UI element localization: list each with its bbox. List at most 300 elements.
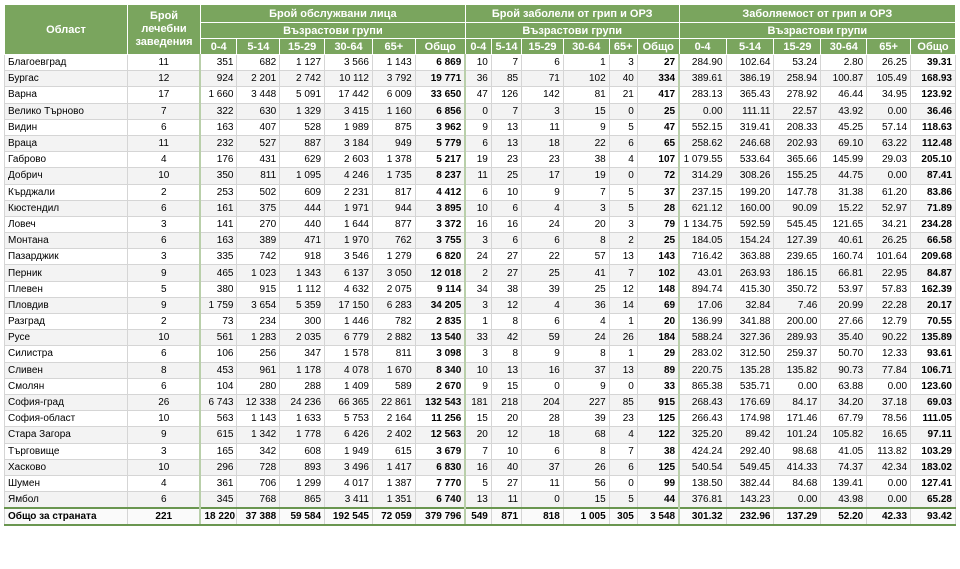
sick-value: 142 (522, 87, 564, 103)
served-age-col-header: 30-64 (325, 39, 373, 55)
sick-value: 89 (637, 362, 679, 378)
served-value: 1 127 (280, 55, 325, 71)
sick-value: 13 (491, 362, 521, 378)
sick-value: 8 (491, 346, 521, 362)
sick-value: 16 (491, 216, 521, 232)
served-value: 3 050 (372, 265, 415, 281)
sick-value: 47 (465, 87, 491, 103)
rate-value: 127.39 (774, 233, 821, 249)
rate-value: 34.21 (867, 216, 911, 232)
served-value: 6 137 (325, 265, 373, 281)
sick-value: 40 (609, 71, 637, 87)
region-name: Монтана (5, 233, 128, 249)
sick-value: 25 (522, 265, 564, 281)
rate-value: 268.43 (679, 394, 726, 410)
rate-value: 26.25 (867, 55, 911, 71)
rate-value: 266.43 (679, 411, 726, 427)
served-value: 1 343 (280, 265, 325, 281)
sick-value: 37 (637, 184, 679, 200)
served-value: 8 340 (415, 362, 465, 378)
rate-value: 289.93 (774, 330, 821, 346)
sick-value: 10 (491, 184, 521, 200)
served-value: 2 742 (280, 71, 325, 87)
served-value: 17 442 (325, 87, 373, 103)
served-value: 944 (372, 200, 415, 216)
rate-value: 283.02 (679, 346, 726, 362)
sick-value: 56 (563, 475, 609, 491)
sick-value: 7 (491, 55, 521, 71)
sick-group-header: Брой заболели от грип и ОРЗ (465, 5, 679, 23)
rate-age-col-header: 65+ (867, 39, 911, 55)
rate-value: 535.71 (726, 378, 774, 394)
served-value: 875 (372, 119, 415, 135)
served-value: 3 755 (415, 233, 465, 249)
served-value: 6 856 (415, 103, 465, 119)
served-value: 37 388 (237, 508, 280, 525)
rate-value: 44.75 (821, 168, 867, 184)
facilities-count: 9 (128, 297, 201, 313)
sick-value: 6 (465, 135, 491, 151)
rate-value: 292.40 (726, 443, 774, 459)
table-footer (5, 508, 956, 525)
served-value: 192 545 (325, 508, 373, 525)
sick-value: 25 (637, 103, 679, 119)
rate-value: 1 134.75 (679, 216, 726, 232)
sick-value: 39 (563, 411, 609, 427)
region-name: Общо за страната (5, 508, 128, 525)
sick-value: 59 (522, 330, 564, 346)
table-row (5, 362, 956, 378)
rate-value: 0.00 (774, 492, 821, 509)
sick-value: 38 (637, 443, 679, 459)
rate-value: 42.33 (867, 508, 911, 525)
sick-age-col-header: 5-14 (491, 39, 521, 55)
table-row (5, 184, 956, 200)
rate-value: 39.31 (911, 55, 956, 71)
sick-value: 72 (637, 168, 679, 184)
rate-value: 84.68 (774, 475, 821, 491)
served-value: 2 164 (372, 411, 415, 427)
region-name: София-град (5, 394, 128, 410)
rate-value: 205.10 (911, 152, 956, 168)
sick-value: 5 (609, 119, 637, 135)
served-value: 6 830 (415, 459, 465, 475)
table-row (5, 330, 956, 346)
served-value: 2 035 (280, 330, 325, 346)
rate-value: 0.00 (774, 378, 821, 394)
served-value: 1 446 (325, 314, 373, 330)
sick-value: 13 (465, 492, 491, 509)
table-row (5, 459, 956, 475)
rate-value: 127.41 (911, 475, 956, 491)
sick-value: 12 (491, 297, 521, 313)
rate-value: 588.24 (679, 330, 726, 346)
sick-value: 204 (522, 394, 564, 410)
table-row (5, 216, 956, 232)
served-value: 453 (200, 362, 236, 378)
rate-value: 20.99 (821, 297, 867, 313)
sick-value: 27 (491, 475, 521, 491)
region-name: Враца (5, 135, 128, 151)
sick-value: 3 548 (637, 508, 679, 525)
table-header (5, 5, 956, 55)
sick-value: 8 (563, 233, 609, 249)
sick-value: 5 (609, 492, 637, 509)
rate-value: 278.92 (774, 87, 821, 103)
sick-value: 26 (609, 330, 637, 346)
rate-value: 105.49 (867, 71, 911, 87)
rate-value: 50.70 (821, 346, 867, 362)
rate-value: 65.28 (911, 492, 956, 509)
sick-value: 36 (563, 297, 609, 313)
served-value: 3 448 (237, 87, 280, 103)
served-value: 270 (237, 216, 280, 232)
rate-value: 314.29 (679, 168, 726, 184)
rate-value: 90.09 (774, 200, 821, 216)
served-value: 782 (372, 314, 415, 330)
total-row (5, 508, 956, 525)
served-value: 1 989 (325, 119, 373, 135)
rate-value: 139.41 (821, 475, 867, 491)
sick-value: 6 (491, 233, 521, 249)
sick-value: 122 (637, 427, 679, 443)
served-value: 361 (200, 475, 236, 491)
table-row (5, 443, 956, 459)
rate-value: 90.22 (867, 330, 911, 346)
served-value: 253 (200, 184, 236, 200)
sick-value: 10 (465, 362, 491, 378)
served-value: 4 632 (325, 281, 373, 297)
served-value: 234 (237, 314, 280, 330)
served-value: 8 237 (415, 168, 465, 184)
sick-value: 27 (491, 265, 521, 281)
sick-value: 11 (465, 168, 491, 184)
rate-value: 61.20 (867, 184, 911, 200)
table-row (5, 119, 956, 135)
served-value: 5 753 (325, 411, 373, 427)
sick-value: 85 (491, 71, 521, 87)
region-name: Ямбол (5, 492, 128, 509)
served-value: 106 (200, 346, 236, 362)
facilities-count: 3 (128, 443, 201, 459)
sick-value: 26 (563, 459, 609, 475)
served-value: 22 861 (372, 394, 415, 410)
served-value: 1 283 (237, 330, 280, 346)
served-value: 59 584 (280, 508, 325, 525)
sick-value: 417 (637, 87, 679, 103)
region-name: Хасково (5, 459, 128, 475)
rate-value: 0.00 (679, 103, 726, 119)
sick-value: 24 (522, 216, 564, 232)
facilities-count: 4 (128, 152, 201, 168)
served-value: 3 895 (415, 200, 465, 216)
table-row (5, 135, 956, 151)
region-name: Пазарджик (5, 249, 128, 265)
served-value: 300 (280, 314, 325, 330)
served-value: 1 578 (325, 346, 373, 362)
served-value: 811 (372, 346, 415, 362)
sick-value: 17 (522, 168, 564, 184)
facilities-count: 2 (128, 184, 201, 200)
sick-value: 42 (491, 330, 521, 346)
rate-value: 35.40 (821, 330, 867, 346)
rate-value: 350.72 (774, 281, 821, 297)
facilities-count: 9 (128, 265, 201, 281)
served-value: 280 (237, 378, 280, 394)
served-age-col-header: Общо (415, 39, 465, 55)
served-value: 1 112 (280, 281, 325, 297)
sick-value: 9 (563, 378, 609, 394)
sick-value: 10 (491, 443, 521, 459)
rate-value: 20.17 (911, 297, 956, 313)
served-value: 2 075 (372, 281, 415, 297)
served-value: 1 143 (237, 411, 280, 427)
served-value: 9 114 (415, 281, 465, 297)
rate-value: 53.97 (821, 281, 867, 297)
served-value: 19 771 (415, 71, 465, 87)
rate-age-col-header: Общо (911, 39, 956, 55)
served-value: 2 402 (372, 427, 415, 443)
rate-value: 263.93 (726, 265, 774, 281)
sick-value: 23 (491, 152, 521, 168)
table-row (5, 346, 956, 362)
rate-value: 84.87 (911, 265, 956, 281)
facilities-count: 4 (128, 475, 201, 491)
sick-value: 65 (637, 135, 679, 151)
sick-value: 5 (609, 200, 637, 216)
sick-value: 7 (465, 443, 491, 459)
rate-value: 74.37 (821, 459, 867, 475)
rate-value: 12.33 (867, 346, 911, 362)
rate-value: 43.01 (679, 265, 726, 281)
sick-value: 12 (491, 427, 521, 443)
sick-value: 3 (609, 55, 637, 71)
served-value: 1 670 (372, 362, 415, 378)
rate-value: 42.34 (867, 459, 911, 475)
sick-value: 25 (637, 233, 679, 249)
rate-value: 389.61 (679, 71, 726, 87)
sick-value: 16 (522, 362, 564, 378)
facilities-count: 17 (128, 87, 201, 103)
rate-value: 283.13 (679, 87, 726, 103)
region-name: Варна (5, 87, 128, 103)
facilities-count: 6 (128, 378, 201, 394)
rate-value: 716.42 (679, 249, 726, 265)
sick-value: 3 (465, 233, 491, 249)
served-value: 12 018 (415, 265, 465, 281)
rate-value: 135.82 (774, 362, 821, 378)
facilities-count: 221 (128, 508, 201, 525)
rate-value: 540.54 (679, 459, 726, 475)
served-value: 444 (280, 200, 325, 216)
served-value: 2 882 (372, 330, 415, 346)
sick-value: 126 (491, 87, 521, 103)
sick-value: 29 (637, 346, 679, 362)
served-value: 18 220 (200, 508, 236, 525)
region-name: София-област (5, 411, 128, 427)
sick-value: 3 (465, 297, 491, 313)
sick-value: 38 (491, 281, 521, 297)
served-value: 528 (280, 119, 325, 135)
served-value: 630 (237, 103, 280, 119)
sick-value: 24 (465, 249, 491, 265)
rate-value: 865.38 (679, 378, 726, 394)
served-value: 3 566 (325, 55, 373, 71)
served-value: 1 735 (372, 168, 415, 184)
sick-value: 6 (522, 233, 564, 249)
sick-value: 0 (465, 103, 491, 119)
served-value: 629 (280, 152, 325, 168)
sick-value: 4 (609, 427, 637, 443)
table-row (5, 55, 956, 71)
served-value: 762 (372, 233, 415, 249)
table-row (5, 87, 956, 103)
sick-value: 4 (563, 314, 609, 330)
rate-value: 382.44 (726, 475, 774, 491)
rate-value: 415.30 (726, 281, 774, 297)
sick-value: 6 (522, 443, 564, 459)
rate-value: 22.95 (867, 265, 911, 281)
table-row (5, 314, 956, 330)
served-value: 6 283 (372, 297, 415, 313)
rate-value: 200.00 (774, 314, 821, 330)
sick-value: 57 (563, 249, 609, 265)
rate-value: 341.88 (726, 314, 774, 330)
rate-value: 27.66 (821, 314, 867, 330)
served-value: 3 098 (415, 346, 465, 362)
rate-value: 386.19 (726, 71, 774, 87)
rate-value: 52.97 (867, 200, 911, 216)
sick-value: 915 (637, 394, 679, 410)
rate-value: 57.14 (867, 119, 911, 135)
served-value: 1 299 (280, 475, 325, 491)
rate-value: 111.11 (726, 103, 774, 119)
rate-value: 87.41 (911, 168, 956, 184)
sick-value: 68 (563, 427, 609, 443)
region-name: Габрово (5, 152, 128, 168)
served-value: 7 770 (415, 475, 465, 491)
rate-value: 234.28 (911, 216, 956, 232)
rate-value: 0.00 (867, 475, 911, 491)
served-value: 706 (237, 475, 280, 491)
served-value: 1 160 (372, 103, 415, 119)
rate-value: 136.99 (679, 314, 726, 330)
rate-value: 186.15 (774, 265, 821, 281)
rate-value: 93.61 (911, 346, 956, 362)
served-value: 589 (372, 378, 415, 394)
rate-value: 220.75 (679, 362, 726, 378)
served-value: 375 (237, 200, 280, 216)
rate-value: 237.15 (679, 184, 726, 200)
sick-value: 37 (522, 459, 564, 475)
rate-value: 0.00 (867, 378, 911, 394)
served-value: 3 415 (325, 103, 373, 119)
served-value: 924 (200, 71, 236, 87)
rate-value: 414.33 (774, 459, 821, 475)
rate-value: 552.15 (679, 119, 726, 135)
served-value: 887 (280, 135, 325, 151)
sick-value: 8 (563, 346, 609, 362)
rate-value: 121.65 (821, 216, 867, 232)
served-value: 380 (200, 281, 236, 297)
rate-value: 43.92 (821, 103, 867, 119)
served-value: 1 949 (325, 443, 373, 459)
served-value: 1 143 (372, 55, 415, 71)
served-value: 3 546 (325, 249, 373, 265)
rate-value: 545.45 (774, 216, 821, 232)
served-value: 13 540 (415, 330, 465, 346)
sick-value: 36 (465, 71, 491, 87)
rate-value: 26.25 (867, 233, 911, 249)
rate-value: 34.20 (821, 394, 867, 410)
region-name: Добрич (5, 168, 128, 184)
table-row (5, 378, 956, 394)
rate-value: 70.55 (911, 314, 956, 330)
rate-value: 71.89 (911, 200, 956, 216)
served-value: 768 (237, 492, 280, 509)
rate-value: 112.48 (911, 135, 956, 151)
sick-age-col-header: 30-64 (563, 39, 609, 55)
sick-value: 99 (637, 475, 679, 491)
served-value: 6 820 (415, 249, 465, 265)
served-value: 1 644 (325, 216, 373, 232)
served-value: 1 279 (372, 249, 415, 265)
served-value: 742 (237, 249, 280, 265)
rate-age-groups-header: Възрастови групи (679, 23, 955, 39)
sick-value: 102 (637, 265, 679, 281)
served-value: 322 (200, 103, 236, 119)
served-value: 1 409 (325, 378, 373, 394)
served-value: 3 411 (325, 492, 373, 509)
rate-value: 63.22 (867, 135, 911, 151)
rate-value: 100.87 (821, 71, 867, 87)
served-value: 1 342 (237, 427, 280, 443)
sick-value: 1 (465, 314, 491, 330)
rate-value: 363.88 (726, 249, 774, 265)
facilities-count: 12 (128, 71, 201, 87)
rate-age-col-header: 15-29 (774, 39, 821, 55)
sick-value: 10 (465, 55, 491, 71)
served-value: 379 796 (415, 508, 465, 525)
sick-value: 1 (609, 314, 637, 330)
rate-value: 312.50 (726, 346, 774, 362)
rate-value: 327.36 (726, 330, 774, 346)
facilities-count: 7 (128, 103, 201, 119)
sick-value: 0 (609, 103, 637, 119)
sick-value: 28 (637, 200, 679, 216)
sick-value: 11 (522, 475, 564, 491)
rate-value: 31.38 (821, 184, 867, 200)
sick-value: 15 (465, 411, 491, 427)
rate-value: 118.63 (911, 119, 956, 135)
sick-value: 305 (609, 508, 637, 525)
rate-group-header: Заболяемост от грип и ОРЗ (679, 5, 955, 23)
rate-value: 2.80 (821, 55, 867, 71)
served-value: 104 (200, 378, 236, 394)
rate-value: 16.65 (867, 427, 911, 443)
sick-value: 20 (637, 314, 679, 330)
sick-value: 0 (522, 492, 564, 509)
served-value: 1 417 (372, 459, 415, 475)
served-value: 2 201 (237, 71, 280, 87)
served-value: 3 679 (415, 443, 465, 459)
sick-value: 1 (609, 346, 637, 362)
served-value: 141 (200, 216, 236, 232)
sick-value: 6 (609, 135, 637, 151)
rate-value: 69.10 (821, 135, 867, 151)
sick-value: 3 (563, 200, 609, 216)
served-value: 1 759 (200, 297, 236, 313)
